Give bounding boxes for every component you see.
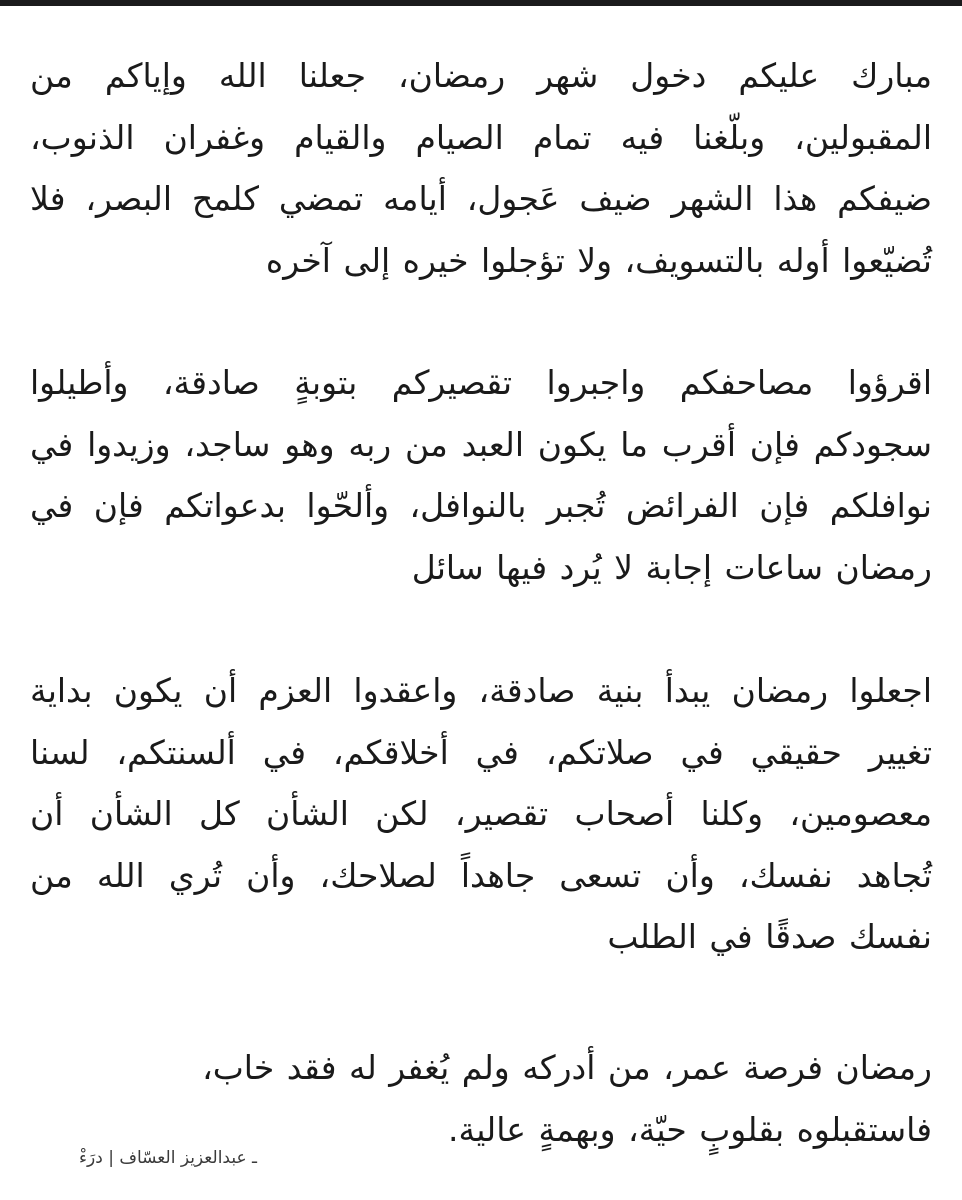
paragraph-1-line-1: مبارك عليكم دخول شهر رمضان، جعلنا الله وإياكم من xyxy=(30,56,932,95)
paragraph-3-line-3: معصومين، وكلنا أصحاب تقصير، لكن الشأن كل الشأن أن xyxy=(30,794,932,833)
paragraph-3-line-1: اجعلوا رمضان يبدأ بنية صادقة، واعقدوا العزم أن يكون بداية xyxy=(30,671,932,710)
paragraph-1-line-4: تُضيّعوا أوله بالتسويف، ولا تؤجلوا خيره إلى آخره xyxy=(265,240,932,280)
paragraph-1 xyxy=(30,45,932,291)
paragraph-4-line-2: فاستقبلوه بقلوبٍ حيّة، وبهمةٍ عالية. xyxy=(448,1109,932,1149)
paragraph-2-line-2: سجودكم فإن أقرب ما يكون العبد من ربه وهو ساجد، وزيدوا في xyxy=(30,424,932,464)
paragraph-3 xyxy=(30,660,932,968)
paragraph-2-line-3: نوافلكم فإن الفرائض تُجبر بالنوافل، وألحّوا بدعواتكم فإن في xyxy=(30,486,932,525)
paragraph-2-line-4: رمضان ساعات إجابة لا يُرد فيها سائل xyxy=(411,547,932,587)
paragraph-4-line-1: رمضان فرصة عمر، من أدركه ولم يُغفر له فقد خاب، xyxy=(202,1048,932,1087)
paragraph-3-line-5: نفسك صدقًا في الطلب xyxy=(607,917,932,956)
paragraph-1-line-2: المقبولين، وبلّغنا فيه تمام الصيام والقيام وغفران الذنوب، xyxy=(30,117,932,157)
paragraph-2 xyxy=(30,352,932,598)
paragraph-3-line-4: تُجاهد نفسك، وأن تسعى جاهداً لصلاحك، وأن تُري الله من xyxy=(30,855,932,895)
paragraph-1-line-3: ضيفكم هذا الشهر ضيف عَجول، أيامه تمضي كلمح البصر، فلا xyxy=(30,179,932,218)
author-signature: ـ عبدالعزيز العسّاف | درَءْ xyxy=(79,1148,257,1168)
paragraph-4 xyxy=(30,1037,932,1160)
paragraph-3-line-2: تغيير حقيقي في صلاتكم، في أخلاقكم، في ألسنتكم، لسنا xyxy=(30,732,932,772)
paragraph-2-line-1: اقرؤوا مصاحفكم واجبروا تقصيركم بتوبةٍ صادقة، وأطيلوا xyxy=(30,363,932,402)
